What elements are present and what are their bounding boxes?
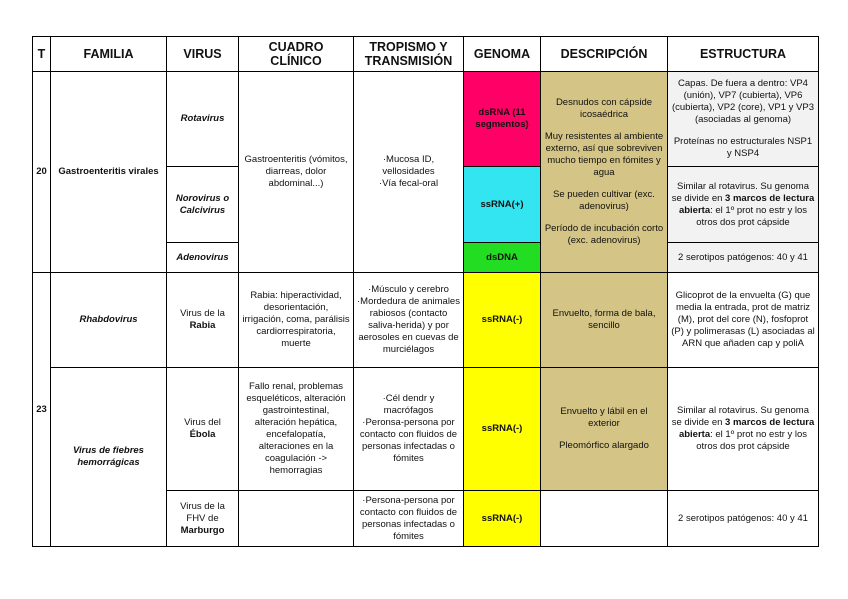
header-t: T	[33, 37, 51, 72]
structure-cell: 2 serotipos patógenos: 40 y 41	[668, 243, 819, 273]
genome-cell: dsDNA	[464, 243, 541, 273]
structure-cell: 2 serotipos patógenos: 40 y 41	[668, 491, 819, 547]
header-tropismo: TROPISMO Y TRANSMISIÓN	[354, 37, 464, 72]
clinical-cell: Gastroenteritis (vómitos, diarreas, dolor abdominal...)	[239, 72, 354, 273]
structure-cell	[668, 368, 819, 491]
structure-cell	[668, 72, 819, 167]
description-text: Se pueden cultivar (exc. adenovirus)	[553, 189, 655, 212]
description-cell	[541, 368, 668, 491]
table-row	[33, 72, 819, 167]
structure-bold-text: 3 marcos de lectura abierta	[678, 192, 815, 216]
header-estructura: ESTRUCTURA	[668, 37, 819, 72]
virus-bold-text: Ébola	[189, 429, 216, 440]
virus-cell	[167, 491, 239, 547]
family-cell: Virus de fiebres hemorrágicas	[51, 368, 167, 547]
virus-text: Virus de la FHV de	[180, 500, 225, 524]
header-genoma: GENOMA	[464, 37, 541, 72]
virus-cell: Adenovirus	[167, 243, 239, 273]
description-text: Pleomórfico alargado	[559, 440, 649, 451]
description-cell	[541, 491, 668, 547]
table-row	[33, 368, 819, 491]
tropism-cell: ·Cél dendr y macrófagos ·Peronsa-persona por contacto con fluidos de personas infectadas o fómites	[354, 368, 464, 491]
header-descripcion: DESCRIPCIÓN	[541, 37, 668, 72]
topic-number: 20	[33, 72, 51, 273]
table-row	[33, 273, 819, 368]
genome-cell: dsRNA (11 segmentos)	[464, 72, 541, 167]
structure-text: : el 1º prot no estr y los otros dos prot cápside	[696, 204, 808, 228]
description-cell	[541, 72, 668, 273]
clinical-cell: Rabia: hiperactividad, desorientación, irrigación, coma, parálisis cardiorrespiratoria, muerte	[239, 273, 354, 368]
tropism-cell: ·Mucosa ID, vellosidades ·Vía fecal-oral	[354, 72, 464, 273]
description-text: Envuelto y lábil en el exterior	[560, 406, 648, 429]
virus-cell: Rotavirus	[167, 72, 239, 167]
structure-cell: Glicoprot de la envuelta (G) que media la entrada, prot de matriz (M), prot del core (N), fosfoprot (P) y polimerasas (L) asociadas al ARN que añaden cap y poliA	[668, 273, 819, 368]
genome-cell: ssRNA(-)	[464, 491, 541, 547]
virus-text: Virus del	[184, 417, 221, 428]
genome-cell: ssRNA(+)	[464, 167, 541, 243]
structure-text: : el 1º prot no estr y los otros dos prot cápside	[696, 429, 808, 452]
genome-cell: ssRNA(-)	[464, 368, 541, 491]
virus-table	[32, 36, 819, 547]
virus-text: Virus de la	[180, 308, 225, 319]
clinical-cell: Fallo renal, problemas esqueléticos, alteración gastrointestinal, alteración hepática, encefalopatía, alteraciones en la coagulación -> hemorragias	[239, 368, 354, 491]
structure-text: Proteínas no estructurales NSP1 y NSP4	[673, 136, 813, 159]
description-cell: Envuelto, forma de bala, sencillo	[541, 273, 668, 368]
description-text: Muy resistentes al ambiente externo, así que sobreviven mucho tiempo en fómites y agua	[544, 131, 664, 178]
header-row	[33, 37, 819, 72]
structure-bold-text: 3 marcos de lectura abierta	[678, 417, 815, 440]
virus-cell	[167, 368, 239, 491]
virus-bold-text: Rabia	[189, 320, 216, 331]
structure-text: Similar al rotavirus. Su genoma se divide en	[671, 405, 809, 428]
topic-number: 23	[33, 273, 51, 547]
header-cuadro: CUADRO CLÍNICO	[239, 37, 354, 72]
description-text: Período de incubación corto (exc. adenovirus)	[544, 223, 664, 246]
family-cell: Gastroenteritis virales	[51, 72, 167, 273]
tropism-cell: ·Persona-persona por contacto con fluidos de personas infectadas o fómites	[354, 491, 464, 547]
virus-cell: Norovirus o Calcivirus	[167, 167, 239, 243]
virus-cell	[167, 273, 239, 368]
virus-table-container	[32, 36, 819, 547]
clinical-cell	[239, 491, 354, 547]
family-cell: Rhabdovirus	[51, 273, 167, 368]
structure-text: Similar al rotavirus. Su genoma se divide en	[671, 180, 809, 204]
header-virus: VIRUS	[167, 37, 239, 72]
structure-text: Capas. De fuera a dentro: VP4 (unión), VP7 (cubierta), VP6 (cubierta), VP2 (core), VP1 y VP3 (asociadas al genoma)	[671, 78, 815, 125]
structure-cell	[668, 167, 819, 243]
description-text: Desnudos con cápside icosaédrica	[555, 97, 653, 120]
genome-cell: ssRNA(-)	[464, 273, 541, 368]
header-familia: FAMILIA	[51, 37, 167, 72]
virus-bold-text: Marburgo	[180, 524, 225, 536]
tropism-cell: ·Músculo y cerebro ·Mordedura de animales rabiosos (contacto saliva-herida) y por aerosoles en cuevas de murciélagos	[354, 273, 464, 368]
